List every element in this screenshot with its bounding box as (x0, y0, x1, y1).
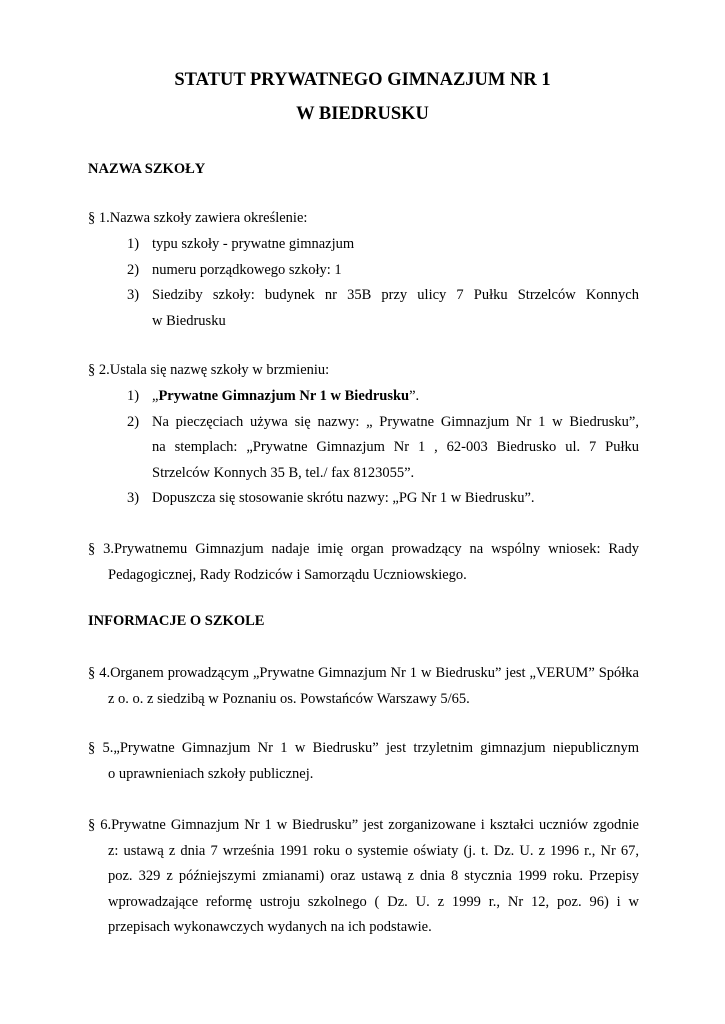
paragraph-2-intro: § 2.Ustala się nazwę szkoły w brzmieniu: (88, 362, 330, 378)
list-item: 3) Siedziby szkoły: budynek nr 35B przy ulicy 7 Pułku Strzelców Konnych w Biedrusku (127, 287, 639, 329)
list-item: 2) numeru porządkowego szkoły: 1 (127, 261, 342, 278)
document-title-line1: STATUT PRYWATNEGO GIMNAZJUM NR 1 (174, 70, 551, 90)
section-heading-nazwa-szkoly: NAZWA SZKOŁY (88, 161, 206, 177)
paragraph-2-list (127, 384, 639, 512)
section-heading-informacje-o-szkole: INFORMACJE O SZKOLE (88, 613, 265, 629)
paragraph-3: § 3.Prywatnemu Gimnazjum nadaje imię organ prowadzący na wspólny wniosek: Rady Pedagogicznej, Rady Rodziców i Samorządu Uczniowskiego. (88, 541, 639, 583)
list-item: 1) typu szkoły - prywatne gimnazjum (127, 236, 355, 252)
paragraph-1-intro: § 1.Nazwa szkoły zawiera określenie: (88, 210, 308, 226)
school-name-bold: Prywatne Gimnazjum Nr 1 w Biedrusku (158, 388, 410, 404)
document-title-line2: W BIEDRUSKU (296, 104, 429, 124)
paragraph-5: § 5.„Prywatne Gimnazjum Nr 1 w Biedrusku” jest trzyletnim gimnazjum niepublicznym o uprawnieniach szkoły publicznej. (88, 740, 639, 782)
list-item: 2) Na pieczęciach używa się nazwy: „ Prywatne Gimnazjum Nr 1 w Biedrusku”, na stemplach: „Prywatne Gimnazjum Nr 1 , 62-003 Biedrusko ul. 7 Pułku Strzelców Konnych 35 B, tel./ fax 8123055”. (127, 413, 639, 481)
paragraph-4: § 4.Organem prowadzącym „Prywatne Gimnazjum Nr 1 w Biedrusku” jest „VERUM” Spółka z o. o. z siedzibą w Poznaniu os. Powstańców Warszawy 5/65. (88, 665, 639, 707)
paragraph-6: § 6.Prywatne Gimnazjum Nr 1 w Biedrusku” jest zorganizowane i kształci uczniów zgodnie z: ustawą z dnia 7 września 1991 roku o systemie oświaty (j. t. Dz. U. z 1996 r., Nr 67, poz. 329 z późniejszymi zmianami) oraz ustawą z dnia 8 stycznia 1999 roku. Przepisy wprowadzające reformę ustroju szkolnego ( Dz. U. z 1999 r., Nr 12, poz. 96) i w przepisach wykonawczych wydanych na ich podstawie. (88, 817, 639, 935)
list-item: 1) „Prywatne Gimnazjum Nr 1 w Biedrusku”. (127, 388, 420, 404)
list-item: 3) Dopuszcza się stosowanie skrótu nazwy: „PG Nr 1 w Biedrusku”. (127, 490, 535, 506)
paragraph-1-list (127, 232, 639, 334)
